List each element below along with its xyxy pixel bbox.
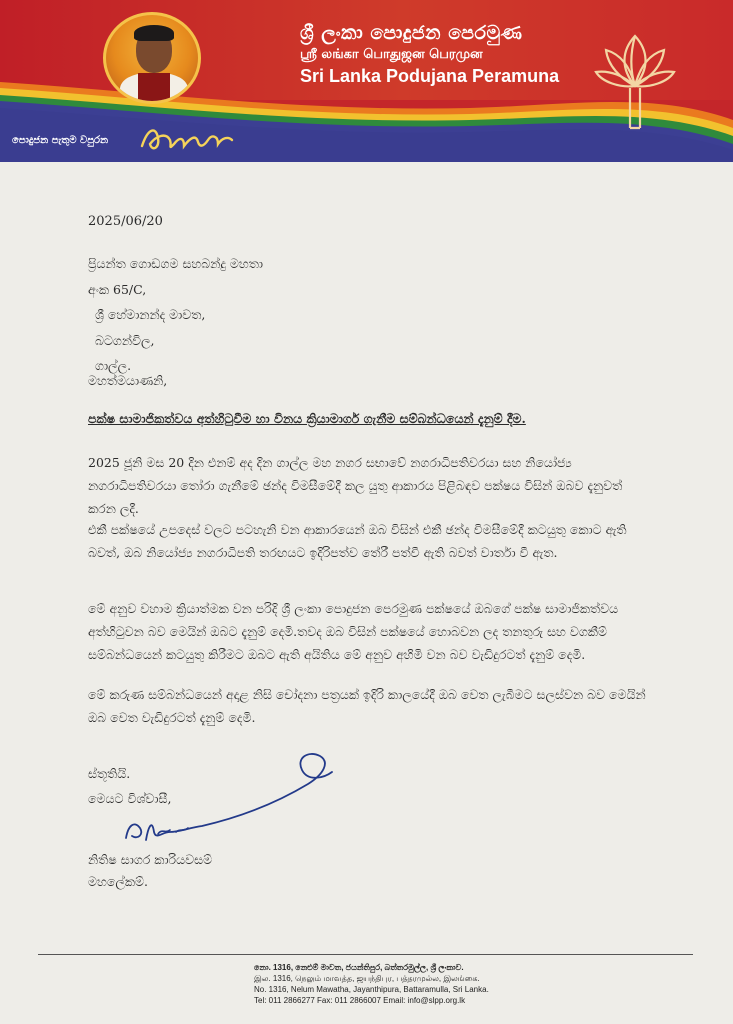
body-paragraph: එකී පක්ෂයේ උපදෙස් වලට පටහැනි වන ආකාරයෙන් ඔබ විසින් එකී ඡන්ද විමසීමේදී කටයුතු කොට ඇති බවත්, ඔබ නියෝජ්‍ය නගරාධිපති තරඟයට ඉදිරිපත්ව තේරී පත්වී ඇති බවත් වාර්තා වී ඇත.: [88, 522, 627, 560]
footer-contact: Tel: 011 2866277 Fax: 011 2866007 Email: info@slpp.org.lk: [254, 996, 466, 1005]
footer-address: [254, 962, 489, 1006]
footer-line-tamil: இல. 1316, நெலும் மாவத்த, ஜயந்திபுர, பத்தரமுல்ல, இலங்கை.: [254, 974, 480, 983]
address-line: ගාල්ල.: [95, 358, 132, 373]
signatory-name: නිතිෂ සාගර කාරියවසම්: [88, 852, 213, 867]
address-line: අංක 65/C,: [88, 281, 147, 297]
footer-line-english: No. 1316, Nelum Mawatha, Jayanthipura, Battaramulla, Sri Lanka.: [254, 985, 489, 994]
letter-date: 2025/06/20: [88, 214, 163, 229]
closing-line: මෙයට විශ්වාසී,: [88, 791, 172, 806]
leader-portrait: [103, 12, 201, 104]
body-paragraph: 2025 ජූනි මස 20 දින එනම් අද දින ගාල්ල මහ නගර සභාවේ නගරාධිපතිවරයා සහ නියෝජ්‍ය නගරාධිපතිවරයා තෝරා ගැනීමේ ඡන්ද විමසීමේදී කල යුතු ආකාරය පිළිබඳව පක්ෂය විසින් ඔබව දැනුවත් කරන ලදී.: [88, 455, 623, 516]
thanks-line: ස්තූතියි.: [88, 766, 131, 781]
handwritten-signature: [118, 748, 348, 848]
lotus-logo-icon: [590, 28, 680, 133]
address-line: ප්‍රියන්ත ගොඩගම සහබන්දු මහතා: [88, 256, 263, 271]
letterhead: [0, 0, 733, 162]
address-line: බටගන්විල,: [95, 332, 155, 348]
party-name-english: Sri Lanka Podujana Peramuna: [300, 66, 560, 86]
party-slogan: පොදුජන පැතුම වපුරන: [12, 135, 109, 146]
signatory-title: මහලේකම්.: [88, 874, 148, 889]
footer-divider: [38, 954, 693, 955]
header-signature-logo: [138, 118, 238, 158]
salutation: මහත්මයාණනි,: [88, 373, 168, 388]
footer-line-sinhala: නො. 1316, නෙළුම් මාවත, ජයන්තිපුර, බත්තරමුල්ල, ශ්‍රී ලංකාව.: [254, 963, 464, 972]
party-name-tamil: ஸ்ரீ லங்கா பொதுஜன பெரமுன: [300, 47, 483, 62]
recipient-address: [88, 251, 263, 379]
letter-subject: පක්ෂ සාමාජිකත්වය අත්හිටුවීම හා විනය ක්‍රියාමාර්ග ගැනීම සම්බන්ධයෙන් දැනුම් දීම.: [88, 411, 526, 426]
party-name-sinhala: ශ්‍රී ලංකා පොදුජන පෙරමුණ: [300, 22, 523, 44]
address-line: ශ්‍රී හේමානන්ද මාවත,: [95, 307, 206, 322]
body-paragraph: මේ අනුව වහාම ක්‍රියාත්මක වන පරිදි ශ්‍රී ලංකා පොදුජන පෙරමුණ පක්ෂයේ ඔබගේ පක්ෂ සාමාජිකත්වය අත්හිටුවන බව මෙයින් ඔබට දැනුම් දෙමි.තවද ඔබ විසින් පක්ෂයේ හොබවන ලද තනතුරු සහ වගකීම් සම්බන්ධයෙන් කටයුතු කිරීමට ඔබට ඇති අයිතිය මේ අනුව අහිමි වන බව වැඩිදුරටත් දැනුම් දෙමි.: [88, 601, 619, 662]
body-paragraph: මේ කරුණ සම්බන්ධයෙන් අදාළ නිසි චෝදනා පත්‍රයක් ඉදිරි කාලයේදී ඔබ වෙත ලැබීමට සලස්වන බව මෙයින් ඔබ වෙත වැඩිදුරටත් දැනුම් දෙමි.: [88, 687, 646, 725]
